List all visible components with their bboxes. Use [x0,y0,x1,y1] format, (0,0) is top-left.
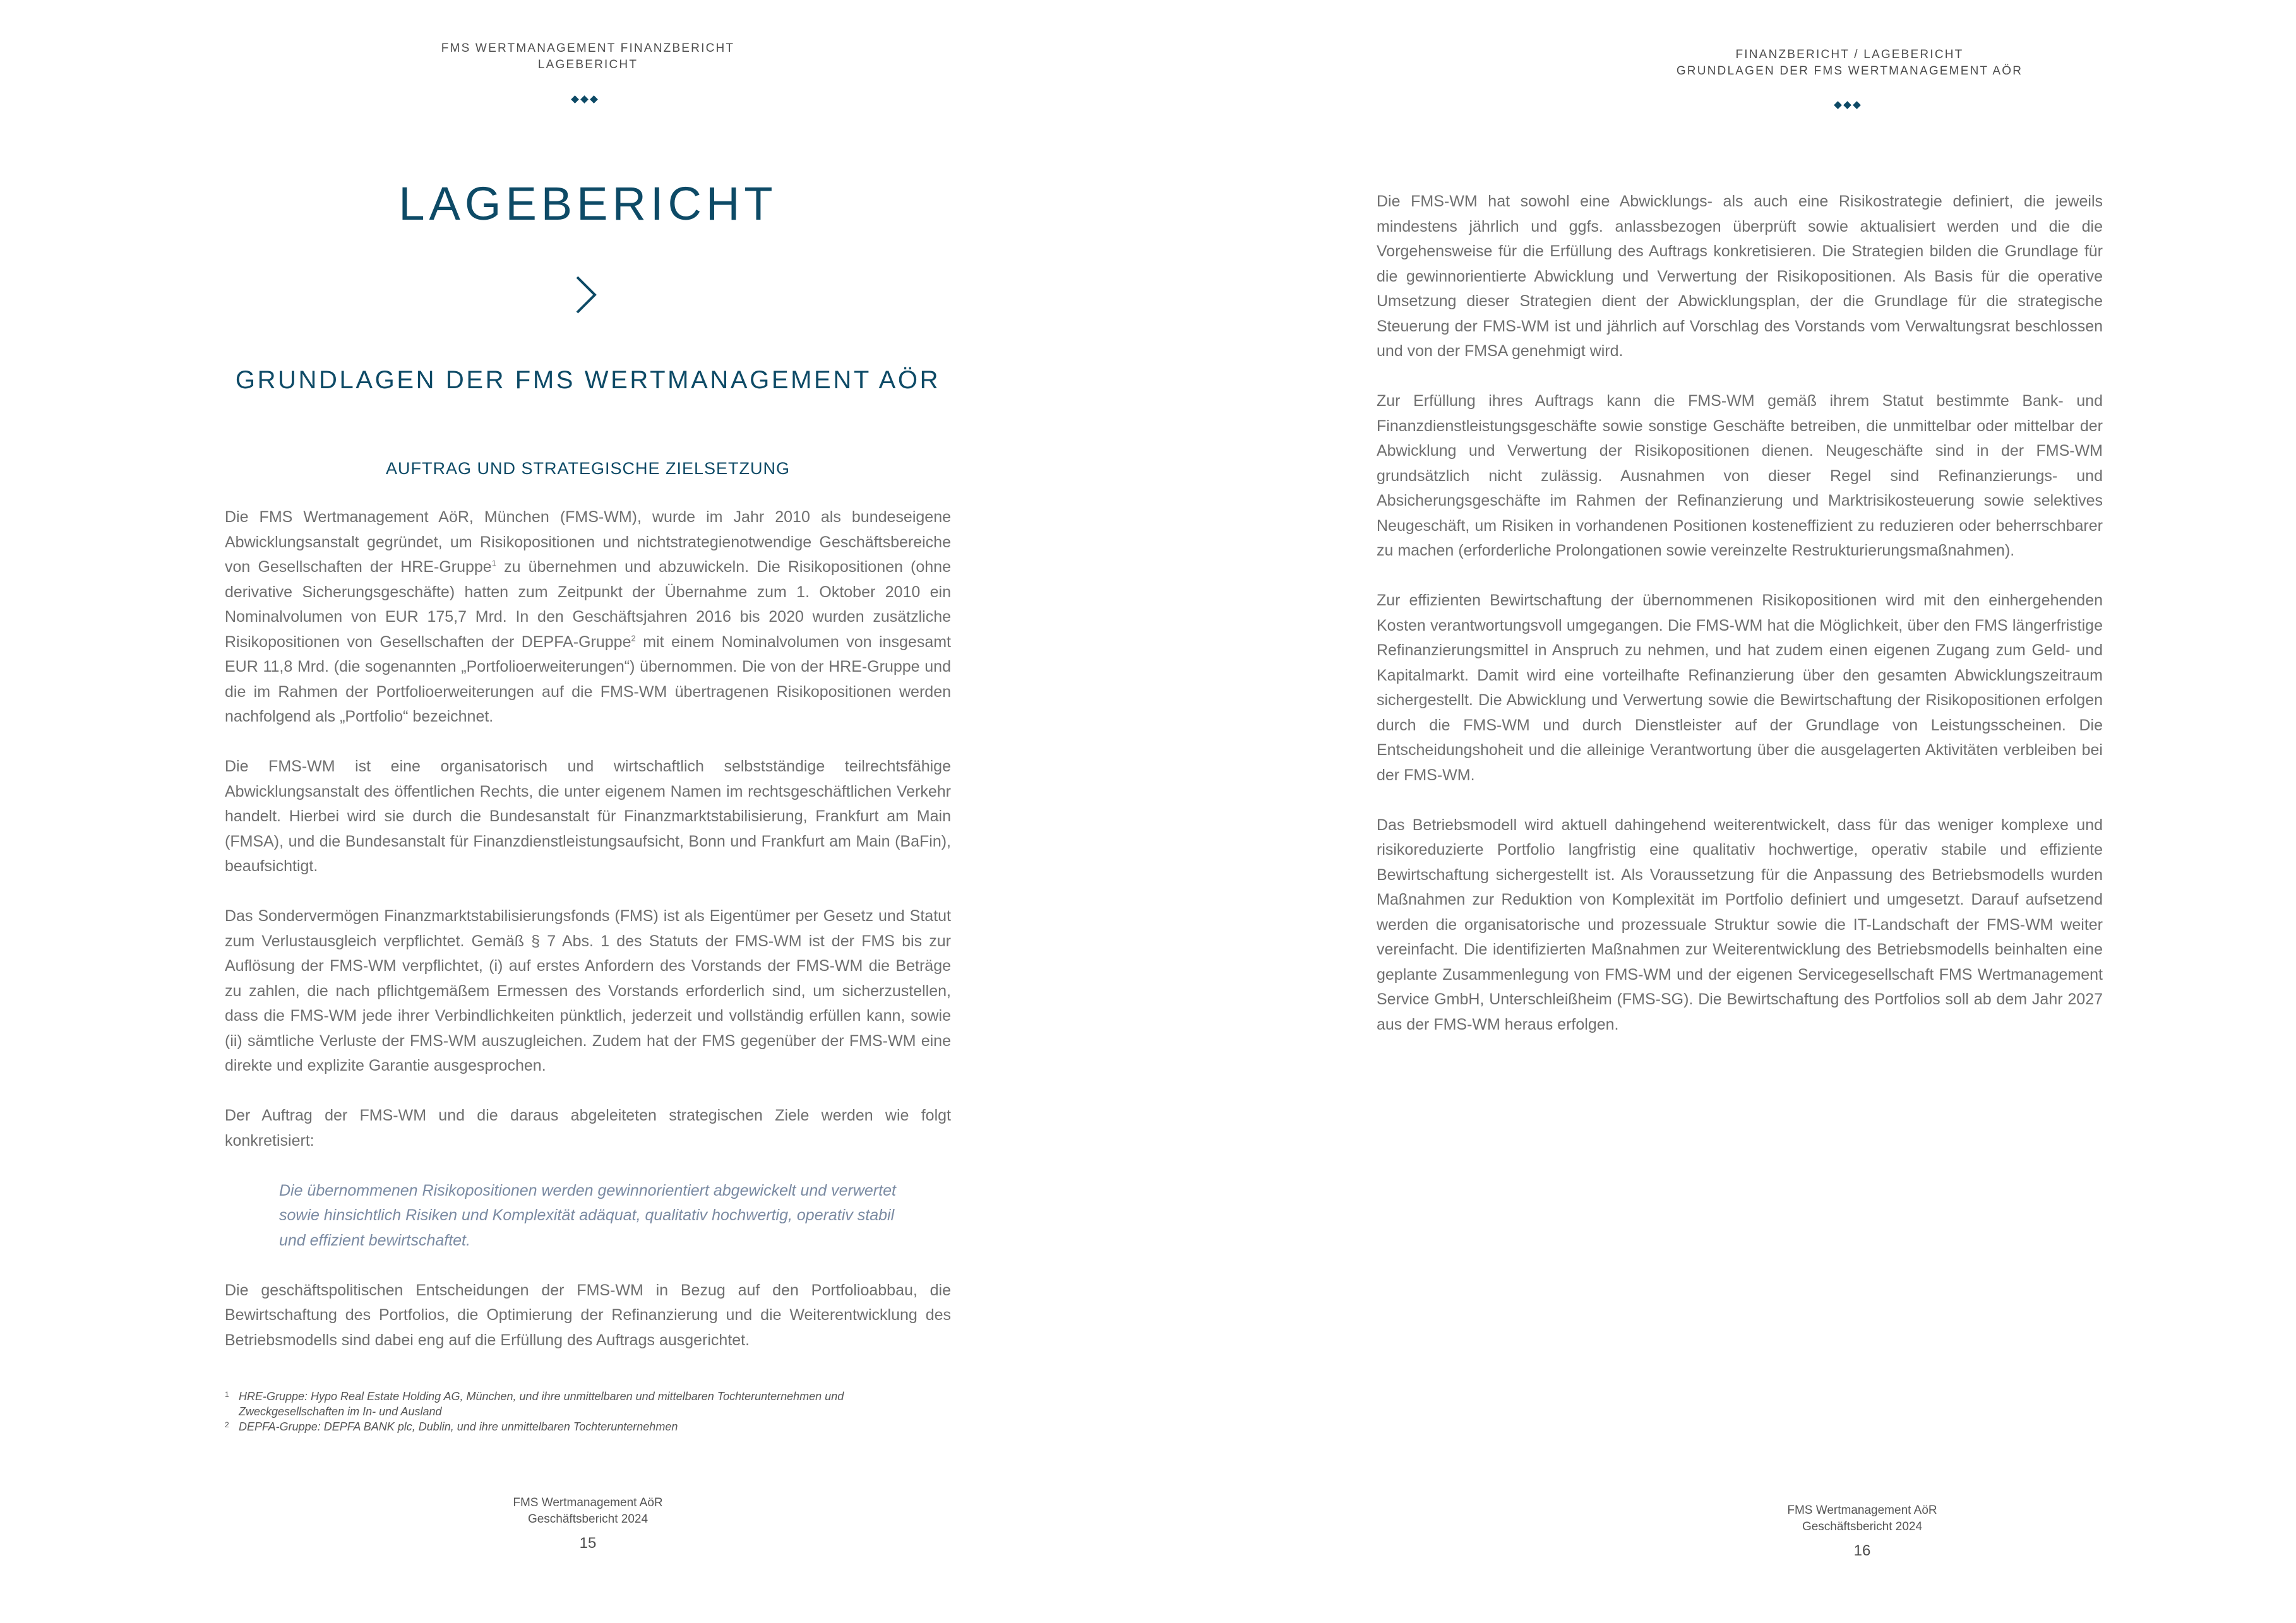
mission-quote: Die übernommenen Risikopositionen werden gewinnorientiert abgewickelt und verwertet sowie hinsichtlich Risiken und Komplexität adäquat, qualitativ hochwertig, operativ stabil und effizient bewirtschaftet. [279,1181,896,1249]
footer-line-2: Geschäftsbericht 2024 [1802,1520,1923,1533]
page-number: 15 [579,1535,597,1552]
paragraph-5: Die geschäftspolitischen Entscheidungen der FMS-WM in Bezug auf den Portfolioabbau, die Bewirtschaftung des Portfolios, die Optimierung der Refinanzierung und die Weiterentwicklung des Betriebsmodells sind dabei eng auf die Erfüllung des Auftrags ausgerichtet. [225,1281,951,1349]
paragraph-1: Die FMS Wertmanagement AöR, München (FMS-WM), wurde im Jahr 2010 als bundeseigene Abwicklungsanstalt gegründet, um Risikopositionen und nichtstrategienotwendige Geschäftsbereiche von Gesellschaften der HRE-Gruppe$^1$ zu übernehmen und abzuwickeln. Die Risikopositionen (ohne derivative Sicherungsgeschäfte) hatten zum Zeitpunkt der Übernahme zum 1. Oktober 2010 ein Nominalvolumen von EUR 175,7 Mrd. In den Geschäftsjahren 2016 bis 2020 wurden zusätzliche Risikopositionen von Gesellschaften der DEPFA-Gruppe$^2$ mit einem Nominalvolumen von insgesamt EUR 11,8 Mrd. (die sogenannten „Portfolioerweiterungen“) übernommen. Die von der HRE-Gruppe und die im Rahmen der Portfolioerweiterungen auf die FMS-WM übertragenen Risikopositionen werden nachfolgend als „Portfolio“ bezeichnet. [225,508,951,725]
footer-line-2: Geschäftsbericht 2024 [527,1513,649,1526]
running-head-line-2: GRUNDLAGEN DER FMS WERTMANAGEMENT AÖR [1676,64,2023,78]
paragraph-1: Die FMS-WM hat sowohl eine Abwicklungs- als auch eine Risikostrategie definiert, die jeweils mindestens jährlich und ggfs. anlassbezogen überprüft sowie aktualisiert werden und die die Vorgehensweise für die Erfüllung des Auftrags konkretisieren. Die Strategien bilden die Grundlage für die gewinnorientierte Abwicklung und Verwertung der Risikopositionen. Als Basis für die operative Umsetzung dieser Strategien dient der Abwicklungsplan, der die Grundlage für die strategische Steuerung der FMS-WM ist und jährlich auf Vorschlag des Vorstands vom Verwaltungsrat beschlossen und von der FMSA genehmigt wird. [1377,193,2103,360]
paragraph-2: Zur Erfüllung ihres Auftrags kann die FMS-WM gemäß ihrem Statut bestimmte Bank- und Finanzdienstleistungsgeschäfte sowie sonstige Geschäfte betreiben, die unmittelbar oder mittelbar der Abwicklung und Verwertung der Risikopositionen dienen. Neugeschäfte sind in der FMS-WM grundsätzlich nicht zulässig. Ausnahmen von dieser Regel sind Refinanzierungs- und Absicherungsgeschäfte im Rahmen der Refinanzierung und Marktrisikosteuerung sowie selektives Neugeschäft, um Risiken in vorhandenen Positionen kosteneffizient zu reduzieren oder beherrschbarer zu machen (erforderliche Prolongationen sowie vereinzelte Restrukturierungsmaßnahmen). [1377,392,2103,559]
footnote-1: 1 HRE-Gruppe: Hypo Real Estate Holding AG, München, und ihre unmittelbaren und mittelbaren Tochterunternehmen und Zweckgesellschaften im In- und Ausland [225,1390,844,1418]
footnote-ref-1[interactable]: 1 [491,558,496,568]
paragraph-3: Zur effizienten Bewirtschaftung der übernommenen Risikopositionen wird mit den einhergehenden Kosten verantwortungsvoll umgegangen. Die FMS-WM hat die Möglichkeit, über den FMS längerfristige Refinanzierungsmittel in Anspruch zu nehmen, und hat zudem einen eigenen Zugang zum Geld- und Kapitalmarkt. Damit wird eine vorteilhafte Refinanzierung über den gesamten Abwicklungszeitraum sichergestellt. Die Abwicklung und Verwertung sowie die Bewirtschaftung der Risikopositionen erfolgen durch die FMS-WM und durch Dienstleister auf der Grundlage von Leistungsscheinen. Die Entscheidungshoheit und die alleinige Verantwortung über die ausgelagerten Aktivitäten verbleiben bei der FMS-WM. [1377,592,2103,784]
footnotes [225,1389,951,1434]
running-head-line-1: FMS WERTMANAGEMENT FINANZBERICHT [441,42,735,55]
paragraph-2: Die FMS-WM ist eine organisatorisch und wirtschaftlich selbstständige teilrechtsfähige Abwicklungsanstalt des öffentlichen Rechts, die unter eigenem Namen im rechtsgeschäftlichen Verkehr handelt. Hierbei wird sie durch die Bundesanstalt für Finanzmarktstabilisierung, Frankfurt am Main (FMSA), und die Bundesanstalt für Finanzdienstleistungsaufsicht, Bonn und Frankfurt am Main (BaFin), beaufsichtigt. [225,758,951,875]
running-head [1486,47,2213,80]
footer-line-1: FMS Wertmanagement AöR [513,1496,663,1509]
running-head-line-2: LAGEBERICHT [537,58,638,71]
body-text [1377,189,2103,1062]
body-text [225,505,951,1378]
diamond-ornament-icon [572,97,597,102]
diamond-ornament-icon [1835,102,1860,108]
right-page [1148,0,2296,1623]
chevron-right-icon [573,275,599,315]
page-title: LAGEBERICHT [398,177,777,230]
footnote-ref-2[interactable]: 2 [631,633,636,643]
paragraph-3: Das Sondervermögen Finanzmarktstabilisierungsfonds (FMS) ist als Eigentümer per Gesetz und Statut zum Verlustausgleich verpflichtet. Gemäß § 7 Abs. 1 des Statuts der FMS-WM ist der FMS bis zur Auflösung der FMS-WM verpflichtet, (i) auf erstes Anfordern des Vorstands der FMS-WM die Beträge zu zahlen, die nach pflichtgemäßem Ermessen des Vorstands erforderlich sind, um sicherzustellen, dass die FMS-WM jede ihrer Verbindlichkeiten pünktlich, jederzeit und vollständig erfüllen kann, sowie (ii) sämtliche Verluste der FMS-WM auszugleichen. Zudem hat der FMS gegenüber der FMS-WM eine direkte und explizite Garantie ausgesprochen. [225,907,951,1074]
footnote-2: 2 DEPFA-Gruppe: DEPFA BANK plc, Dublin, und ihre unmittelbaren Tochterunternehmen [225,1420,678,1433]
paragraph-4: Der Auftrag der FMS-WM und die daraus abgeleiteten strategischen Ziele werden wie folgt konkretisiert: [225,1107,951,1150]
page-number: 16 [1853,1542,1871,1559]
subsection-title: AUFTRAG UND STRATEGISCHE ZIELSETZUNG [385,459,791,478]
running-head [225,40,951,73]
section-title: GRUNDLAGEN DER FMS WERTMANAGEMENT AÖR [235,366,941,394]
footer-line-1: FMS Wertmanagement AöR [1787,1504,1937,1517]
running-head-line-1: FINANZBERICHT / LAGEBERICHT [1735,48,1964,61]
page-footer [462,1495,714,1552]
page-footer [1736,1502,1988,1559]
paragraph-4: Das Betriebsmodell wird aktuell dahingehend weiterentwickelt, dass für das weniger komplexe und risikoreduzierte Portfolio langfristig eine qualitativ hochwertige, operativ stabile und effiziente Bewirtschaftung sichergestellt ist. Als Voraussetzung für die Anpassung des Betriebsmodells wurden Maßnahmen zur Reduktion von Komplexität im Portfolio definiert und umgesetzt. Darauf aufsetzend werden die organisatorische und prozessuale Struktur sowie die IT-Landschaft der FMS-WM weiter vereinfacht. Die identifizierten Maßnahmen zur Weiterentwicklung des Betriebsmodells beinhalten eine geplante Zusammenlegung von FMS-WM und der eigenen Servicegesellschaft FMS Wertmanagement Service GmbH, Unterschleißheim (FMS-SG). Die Bewirtschaftung des Portfolios soll ab dem Jahr 2027 aus der FMS-WM heraus erfolgen. [1377,816,2103,1033]
